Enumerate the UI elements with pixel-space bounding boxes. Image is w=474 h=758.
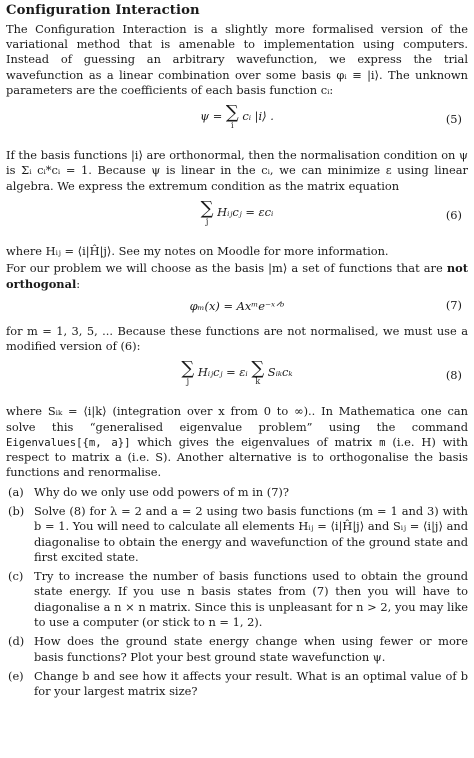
eq6-sum bbox=[200, 197, 214, 226]
question-label: (c) bbox=[8, 569, 24, 584]
sigma-symbol: ∑ bbox=[251, 358, 265, 380]
eq5-sum-index: i bbox=[231, 121, 234, 131]
equation-5 bbox=[6, 104, 468, 140]
eq6-rhs: Hᵢⱼcⱼ = εcᵢ bbox=[217, 204, 274, 219]
eq6-sum-index: j bbox=[205, 216, 209, 226]
question-label: (d) bbox=[8, 634, 25, 649]
question-text: Change b and see how it affects your result. What is an optimal value of b for your largest matrix size? bbox=[34, 668, 468, 699]
question-item bbox=[6, 669, 468, 700]
eigen-text-1: where Sᵢₖ = ⟨i|k⟩ (integration over x from 0 to ∞).. In Mathematica one can solve this “generalised eigenvalue problem” using the command bbox=[6, 404, 468, 434]
basis-paragraph bbox=[6, 261, 468, 292]
eq5-sum bbox=[226, 104, 239, 130]
normalisation-paragraph: If the basis functions |i⟩ are orthonormal, then the normalisation condition on ψ is Σᵢ cᵢ*cᵢ = 1. Because ψ is linear in the cᵢ, we can minimize ε using linear algebra. We express the extremum condition as the matrix equation bbox=[6, 148, 468, 193]
matrix-m-code: m bbox=[379, 436, 386, 449]
eq7-expr: φₘ(x) = Axᵐe⁻ˣᐟᵇ bbox=[189, 298, 285, 313]
question-text: Solve (8) for λ = 2 and a = 2 using two basis functions (m = 1 and 3) with b = 1. You will need to calculate all elements Hᵢⱼ = ⟨i|Ĥ|j⟩ and Sᵢⱼ = ⟨i|j⟩ and diagonalise to obtain the energy and wavefunction of the ground state and first excited state. bbox=[34, 504, 468, 564]
hamiltonian-note: where Hᵢⱼ = ⟨i|Ĥ|j⟩. See my notes on Moodle for more information. bbox=[6, 243, 389, 258]
eigenvalue-paragraph bbox=[6, 404, 468, 480]
not-orthogonal-bold: not orthogonal bbox=[6, 261, 468, 291]
eigen-text-3: (i.e. H) with respect to matrix a (i.e. S). Another alternative is to orthogonalise the basis functions and renormalise. bbox=[6, 434, 468, 480]
question-label: (b) bbox=[8, 504, 25, 519]
eq8-number: (8) bbox=[445, 368, 462, 383]
sigma-symbol: ∑ bbox=[225, 102, 239, 124]
basis-colon: : bbox=[76, 276, 81, 291]
modified-version-paragraph: for m = 1, 3, 5, ... Because these functions are not normalised, we must use a modified version of (6): bbox=[6, 323, 468, 354]
question-label: (a) bbox=[8, 484, 24, 499]
question-item bbox=[6, 485, 468, 500]
section-title: Configuration Interaction bbox=[6, 3, 200, 18]
question-text: How does the ground state energy change when using fewer or more basis functions? Plot your best ground state wavefunction ψ. bbox=[34, 634, 468, 664]
sigma-symbol: ∑ bbox=[200, 197, 214, 219]
eq8-sum1-index: j bbox=[186, 377, 190, 387]
question-item bbox=[6, 634, 468, 665]
question-label: (e) bbox=[8, 668, 24, 683]
eq5-lhs: ψ = bbox=[200, 109, 223, 124]
eq8-mid: Hᵢⱼcⱼ = εᵢ bbox=[197, 365, 248, 380]
eq5-number: (5) bbox=[445, 112, 462, 127]
question-text: Try to increase the number of basis functions used to obtain the ground state energy. If you use n basis states from (7) then you will have to diagonalise a n × n matrix. Since this is unpleasant for n > 2, you may like to use a computer (or stick to n = 1, 2). bbox=[34, 569, 468, 629]
eq6-number: (6) bbox=[445, 207, 462, 222]
question-list bbox=[6, 485, 468, 700]
equation-8 bbox=[6, 360, 468, 396]
eq8-sum2-index: k bbox=[255, 377, 261, 387]
eq8-rhs: Sᵢₖcₖ bbox=[267, 365, 293, 380]
equation-6 bbox=[6, 197, 468, 236]
eigen-text-2: which gives the eigenvalues of matrix bbox=[130, 434, 380, 449]
eq5-rhs: cᵢ |i⟩ . bbox=[242, 109, 274, 124]
basis-text: For our problem we will choose as the basis |m⟩ a set of functions that are bbox=[6, 261, 447, 276]
equation-7 bbox=[6, 296, 468, 320]
eq8-sum-1 bbox=[181, 360, 194, 386]
question-item bbox=[6, 569, 468, 630]
sigma-symbol: ∑ bbox=[181, 358, 195, 380]
eigenvalues-command: Eigenvalues[{m, a}] bbox=[6, 436, 131, 449]
question-item bbox=[6, 504, 468, 565]
intro-paragraph: The Configuration Interaction is a slightly more formalised version of the variational method that is amenable to implementation using computers. Instead of guessing an arbitrary wavefunction, we express the trial wavefunction as a linear combination over some basis φᵢ ≡ |i⟩. The unknown parameters are the coefficients of each basis function cᵢ: bbox=[6, 21, 468, 97]
question-text: Why do we only use odd powers of m in (7)? bbox=[34, 484, 289, 499]
eq8-sum-2 bbox=[251, 360, 264, 386]
eq7-number: (7) bbox=[445, 297, 462, 312]
